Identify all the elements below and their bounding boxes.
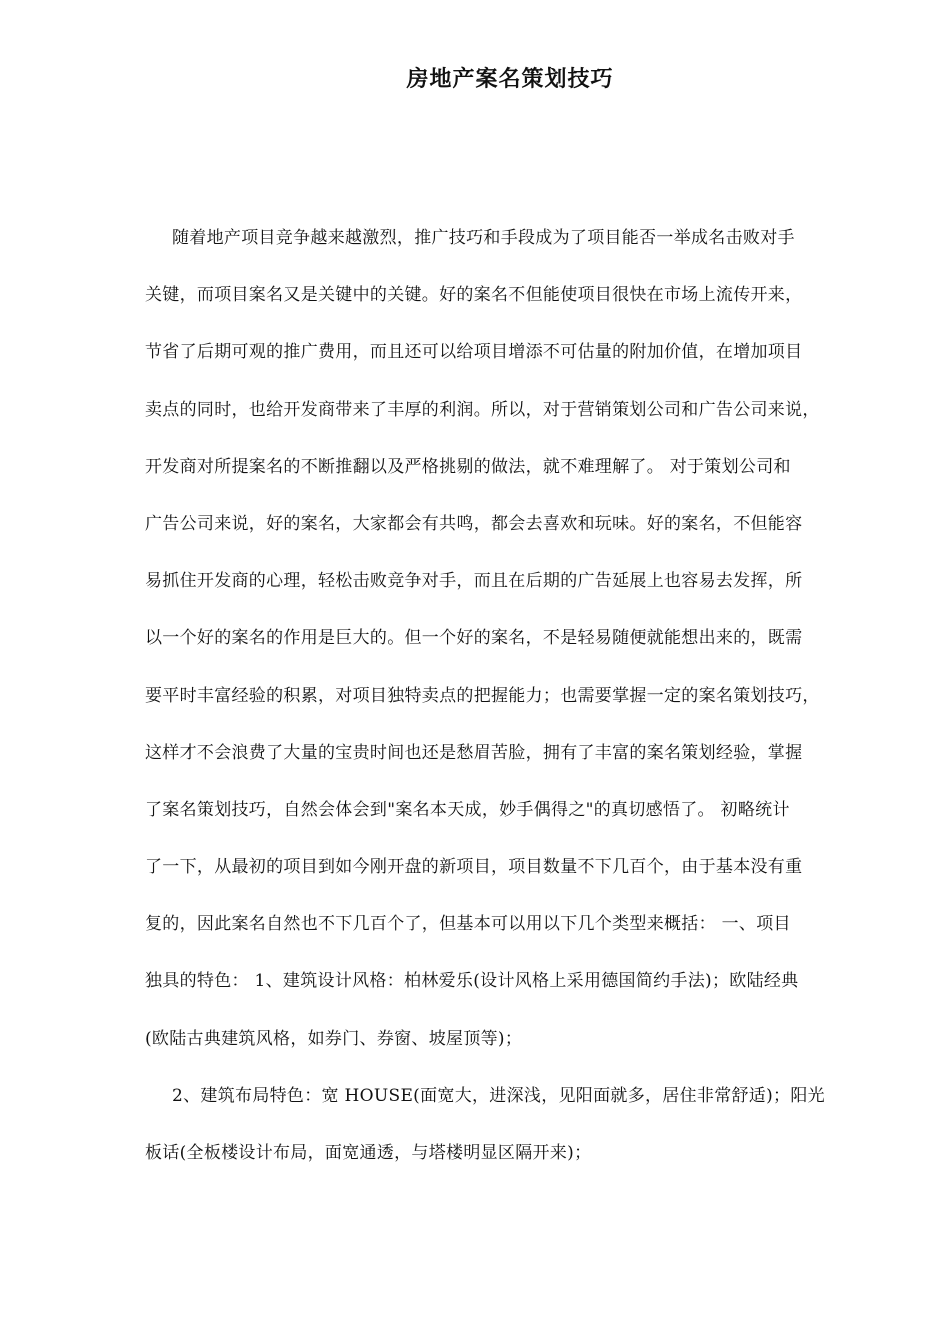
text-line: 关键，而项目案名又是关键中的关键。好的案名不但能使项目很快在市场上流传开来， [145,285,803,306]
text-line: 卖点的同时，也给开发商带来了丰厚的利润。所以，对于营销策划公司和广告公司来说， [145,399,820,420]
text-line: 要平时丰富经验的积累，对项目独特卖点的把握能力；也需要掌握一定的案名策划技巧， [145,685,820,706]
text-line: 随着地产项目竞争越来越激烈，推广技巧和手段成为了项目能否一举成名击败对手 [172,228,795,248]
text-line: 广告公司来说，好的案名，大家都会有共鸣，都会去喜欢和玩味。好的案名，不但能容 [145,513,803,534]
text-line: 板话(全板楼设计布局，面宽通透，与塔楼明显区隔开来)； [145,1143,592,1163]
text-line: 开发商对所提案名的不断推翻以及严格挑剔的做法，就不难理解了。 对于策划公司和 [145,456,791,477]
text-line: 了案名策划技巧，自然会体会到"案名本天成，妙手偶得之"的真切感悟了。 初略统计 [145,799,790,820]
text-line: 节省了后期可观的推广费用，而且还可以给项目增添不可估量的附加价值，在增加项目 [145,342,803,363]
text-line: 这样才不会浪费了大量的宝贵时间也还是愁眉苦脸，拥有了丰富的案名策划经验，掌握 [145,742,803,763]
document-title: 房地产案名策划技巧 [406,66,614,92]
text-line: 2、建筑布局特色：宽 HOUSE(面宽大，进深浅，见阳面就多，居住非常舒适)；阳光 [172,1085,825,1106]
text-line: 复的，因此案名自然也不下几百个了，但基本可以用以下几个类型来概括： 一、项目 [145,914,791,935]
text-line: 以一个好的案名的作用是巨大的。但一个好的案名，不是轻易随便就能想出来的，既需 [145,628,803,649]
text-line: (欧陆古典建筑风格，如券门、券窗、坡屋顶等)； [145,1028,523,1049]
document-body [145,220,890,1192]
text-line: 易抓住开发商的心理，轻松击败竞争对手，而且在后期的广告延展上也容易去发挥，所 [145,571,803,592]
text-line: 独具的特色： 1、建筑设计风格：柏林爱乐(设计风格上采用德国简约手法)；欧陆经典 [145,971,799,992]
text-line: 了一下，从最初的项目到如今刚开盘的新项目，项目数量不下几百个，由于基本没有重 [145,857,803,878]
